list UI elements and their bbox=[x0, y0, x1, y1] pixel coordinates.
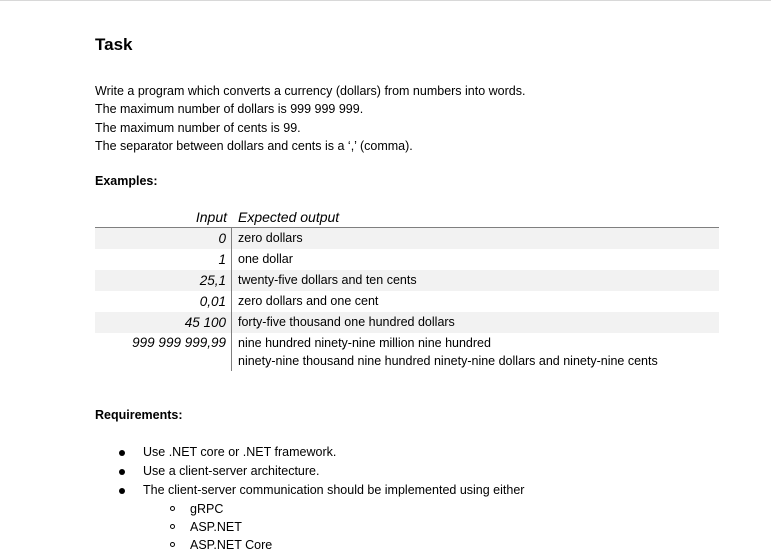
top-border bbox=[0, 0, 771, 1]
input-cell: 25,1 bbox=[95, 270, 232, 291]
output-cell: one dollar bbox=[238, 252, 293, 266]
sub-list-item-text: ASP.NET bbox=[190, 520, 242, 534]
document-page bbox=[95, 34, 735, 552]
description-line: The maximum number of cents is 99. bbox=[95, 120, 301, 135]
sub-list bbox=[95, 500, 524, 554]
description-line: The maximum number of dollars is 999 999 999. bbox=[95, 102, 364, 117]
table-row bbox=[95, 312, 719, 333]
list-item-text: Use a client-server architecture. bbox=[143, 464, 320, 478]
description-line: Write a program which converts a currency (dollars) from numbers into words. bbox=[95, 84, 526, 98]
list-item-text: Use .NET core or .NET framework. bbox=[143, 445, 337, 459]
input-cell: 0,01 bbox=[95, 291, 232, 312]
list-item bbox=[95, 462, 524, 481]
requirements-list bbox=[95, 443, 524, 554]
header-input: Input bbox=[195, 209, 227, 225]
table-header bbox=[95, 209, 719, 228]
circle-bullet-icon bbox=[170, 524, 175, 529]
sub-list-item bbox=[166, 536, 524, 554]
examples-table bbox=[95, 209, 719, 371]
requirements-heading: Requirements: bbox=[95, 408, 183, 422]
list-item-text: The client-server communication should be implemented using either bbox=[143, 483, 525, 497]
sub-list-item-text: ASP.NET Core bbox=[190, 538, 273, 552]
sub-list-item bbox=[166, 500, 524, 518]
bullet-icon bbox=[119, 469, 125, 475]
circle-bullet-icon bbox=[170, 542, 175, 547]
sub-list-item-text: gRPC bbox=[190, 502, 224, 516]
table-row bbox=[95, 291, 719, 312]
output-cell bbox=[232, 333, 658, 371]
table-row bbox=[95, 270, 719, 291]
bullet-icon bbox=[119, 488, 125, 494]
header-expected-output: Expected output bbox=[238, 209, 340, 225]
page-title: Task bbox=[95, 35, 133, 54]
table-row bbox=[95, 333, 719, 371]
output-cell: zero dollars and one cent bbox=[238, 294, 379, 308]
sub-list-container bbox=[95, 500, 524, 554]
input-cell: 45 100 bbox=[95, 312, 232, 333]
input-cell: 0 bbox=[95, 228, 232, 249]
task-description bbox=[95, 82, 735, 155]
input-cell: 1 bbox=[95, 249, 232, 270]
bullet-icon bbox=[119, 450, 125, 456]
list-item bbox=[95, 443, 524, 462]
output-cell: twenty-five dollars and ten cents bbox=[238, 273, 417, 287]
table-row bbox=[95, 249, 719, 270]
output-line: nine hundred ninety-nine million nine hundred bbox=[238, 336, 491, 350]
output-cell: zero dollars bbox=[238, 231, 303, 245]
sub-list-item bbox=[166, 518, 524, 536]
table-row bbox=[95, 228, 719, 249]
output-line: ninety-nine thousand nine hundred ninety-nine dollars and ninety-nine cents bbox=[238, 354, 658, 368]
list-item bbox=[95, 481, 524, 500]
examples-heading: Examples: bbox=[95, 174, 158, 189]
output-cell: forty-five thousand one hundred dollars bbox=[238, 315, 455, 329]
circle-bullet-icon bbox=[170, 506, 175, 511]
input-cell: 999 999 999,99 bbox=[95, 333, 232, 371]
description-line: The separator between dollars and cents is a ‘,’ (comma). bbox=[95, 138, 413, 153]
